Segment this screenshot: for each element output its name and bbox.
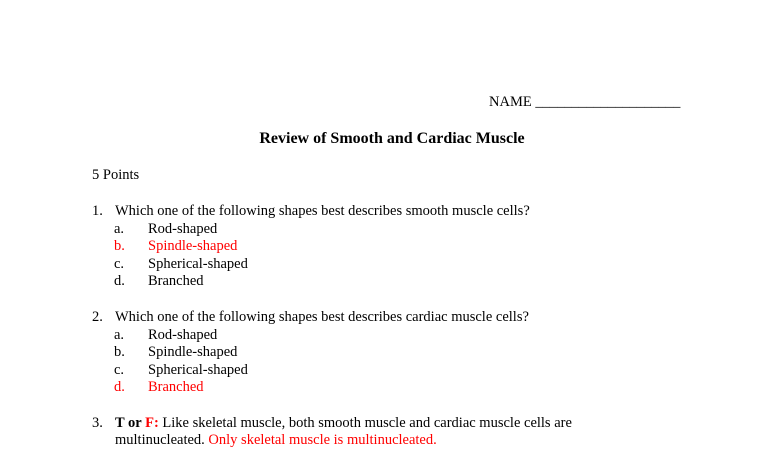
option-letter: c. (114, 362, 125, 378)
option-letter: d. (114, 273, 125, 289)
title-text: Review of Smooth and Cardiac Muscle (259, 130, 525, 147)
true-label: T (115, 415, 125, 431)
question-text (115, 415, 572, 432)
option-text: Spherical-shaped (148, 362, 248, 378)
option-text: Spherical-shaped (148, 256, 248, 272)
option-text: Spindle-shaped (148, 238, 238, 254)
option-letter: b. (114, 238, 125, 254)
option-letter: c. (114, 256, 125, 272)
option-letter: d. (114, 379, 125, 395)
false-label-answer: F: (145, 415, 159, 431)
name-field-label: NAME ____________________ (489, 94, 681, 110)
option-text: Rod-shaped (148, 221, 218, 237)
option-letter: a. (114, 327, 125, 343)
option-letter: a. (114, 221, 125, 237)
question-number: 1. (92, 203, 103, 219)
option-text: Branched (148, 379, 204, 395)
document-title (0, 130, 784, 148)
points-label: 5 Points (92, 167, 140, 183)
question-text: Which one of the following shapes best describes cardiac muscle cells? (115, 309, 529, 325)
question-number: 2. (92, 309, 103, 325)
option-text: Spindle-shaped (148, 344, 238, 360)
statement-text-continued: multinucleated. (115, 432, 205, 448)
option-text: Branched (148, 273, 204, 289)
option-letter: b. (114, 344, 125, 360)
answer-explanation: Only skeletal muscle is multinucleated. (204, 432, 437, 448)
question-text: Which one of the following shapes best describes smooth muscle cells? (115, 203, 530, 219)
statement-text: Like skeletal muscle, both smooth muscle and cardiac muscle cells are (158, 415, 572, 431)
option-text: Rod-shaped (148, 327, 218, 343)
question-number: 3. (92, 415, 103, 431)
or-label: or (124, 415, 146, 431)
